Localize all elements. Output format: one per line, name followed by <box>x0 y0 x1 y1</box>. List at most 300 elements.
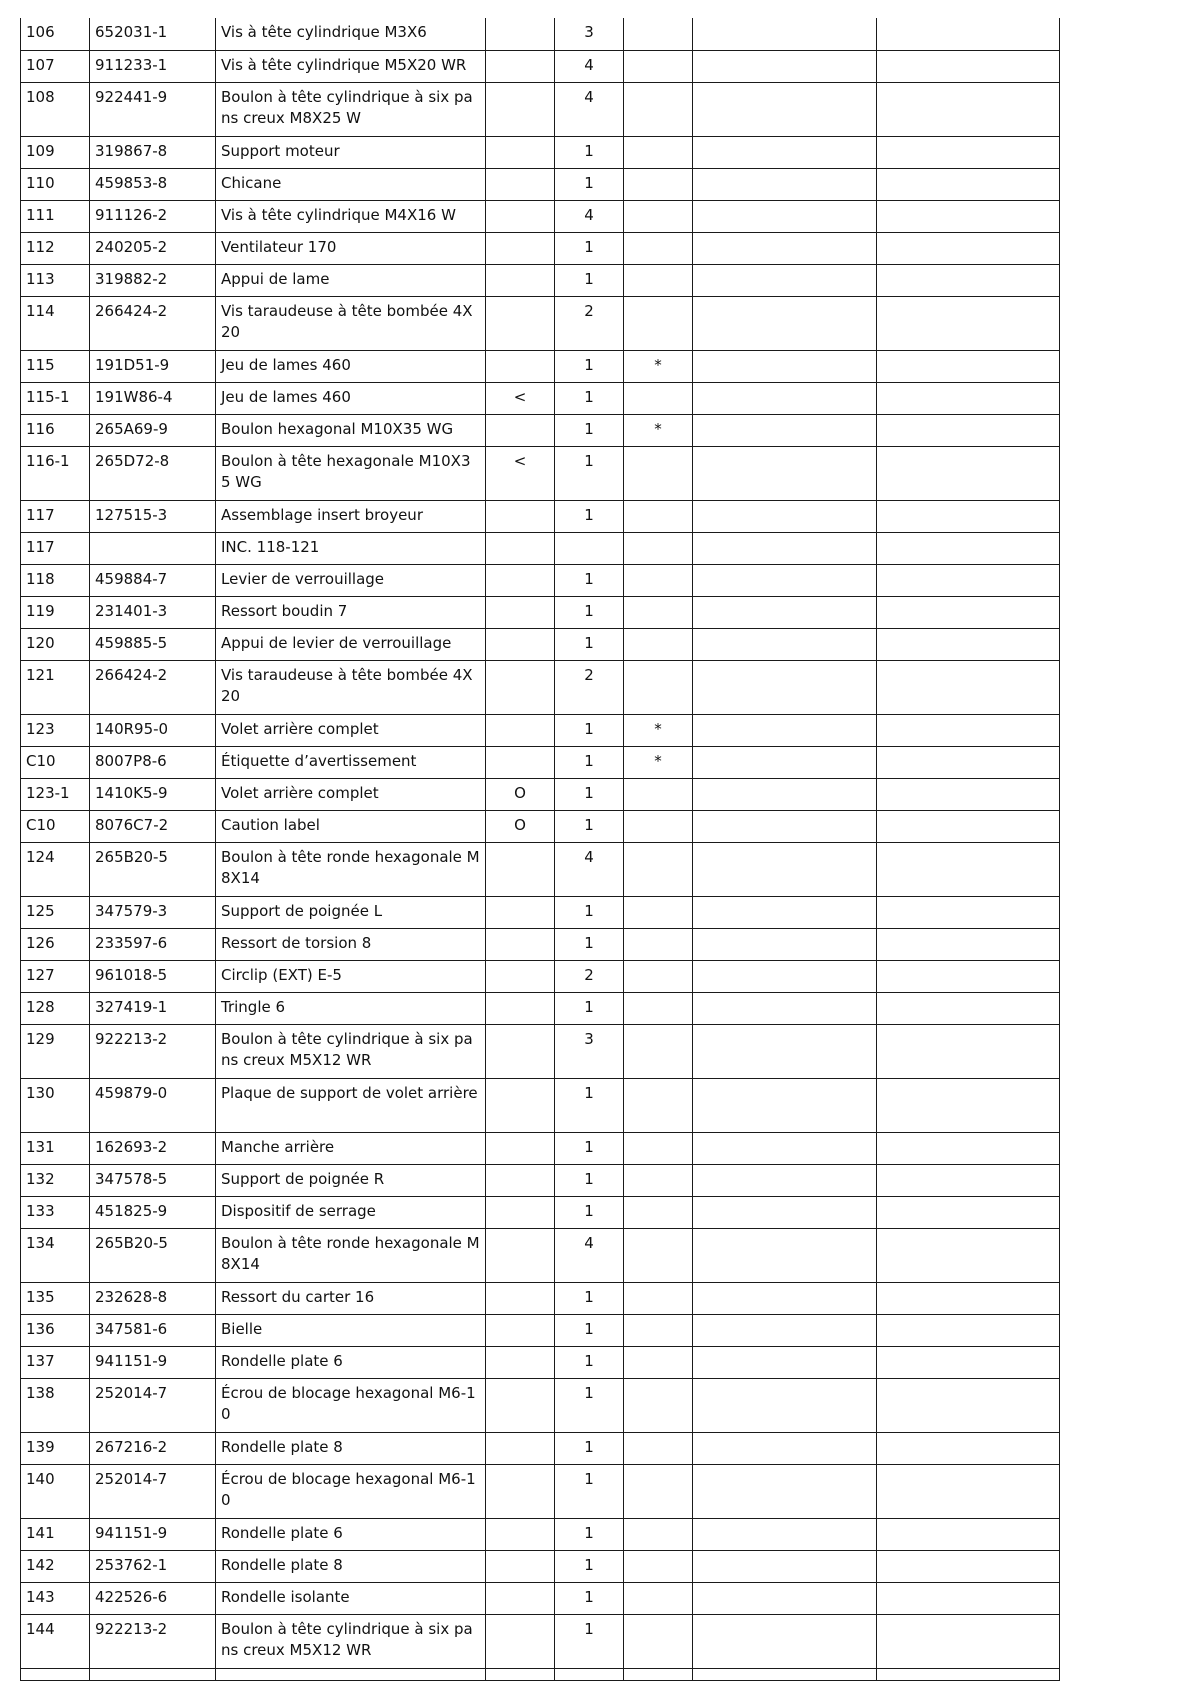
change-mark-cell: < <box>486 382 555 414</box>
table-row <box>21 896 1060 928</box>
item-number-cell: C10 <box>21 746 90 778</box>
quantity-cell: 1 <box>555 1518 624 1550</box>
parts-table <box>20 18 1060 1681</box>
item-number-cell: 136 <box>21 1314 90 1346</box>
table-row <box>21 414 1060 446</box>
change-mark-cell <box>486 264 555 296</box>
change-mark-cell: O <box>486 778 555 810</box>
parts-table-body <box>21 18 1060 1680</box>
description-cell: Boulon à tête ronde hexagonale M8X14 <box>216 842 486 896</box>
note-cell <box>693 1132 877 1164</box>
note-cell <box>693 1282 877 1314</box>
item-number-cell: 123 <box>21 714 90 746</box>
change-mark-cell <box>486 232 555 264</box>
description-cell: Support de poignée L <box>216 896 486 928</box>
quantity-cell: 1 <box>555 992 624 1024</box>
sales-mark-cell <box>624 532 693 564</box>
note-cell <box>693 1518 877 1550</box>
remarks-cell <box>877 82 1060 136</box>
description-cell: Boulon à tête cylindrique à six pans creux M5X12 WR <box>216 1614 486 1668</box>
note-cell <box>693 596 877 628</box>
description-cell: Support de poignée R <box>216 1164 486 1196</box>
sales-mark-cell <box>624 1078 693 1132</box>
part-number-cell: 327419-1 <box>90 992 216 1024</box>
part-number-cell: 922441-9 <box>90 82 216 136</box>
remarks-cell <box>877 1196 1060 1228</box>
item-number-cell: 111 <box>21 200 90 232</box>
table-row <box>21 810 1060 842</box>
remarks-cell <box>877 296 1060 350</box>
remarks-cell <box>877 992 1060 1024</box>
sales-mark-cell <box>624 1582 693 1614</box>
description-cell: Rondelle plate 8 <box>216 1432 486 1464</box>
table-row <box>21 928 1060 960</box>
quantity-cell: 2 <box>555 960 624 992</box>
part-number-cell: 127515-3 <box>90 500 216 532</box>
change-mark-cell <box>486 1228 555 1282</box>
quantity-cell: 1 <box>555 500 624 532</box>
remarks-cell <box>877 564 1060 596</box>
change-mark-cell <box>486 50 555 82</box>
quantity-cell: 1 <box>555 1132 624 1164</box>
remarks-cell <box>877 1614 1060 1668</box>
part-number-cell: 459884-7 <box>90 564 216 596</box>
sales-mark-cell <box>624 564 693 596</box>
item-number-cell: 115-1 <box>21 382 90 414</box>
note-cell <box>693 1164 877 1196</box>
remarks-cell <box>877 136 1060 168</box>
remarks-cell <box>877 532 1060 564</box>
item-number-cell: 134 <box>21 1228 90 1282</box>
table-row <box>21 1078 1060 1132</box>
part-number-cell: 267216-2 <box>90 1432 216 1464</box>
remarks-cell <box>877 960 1060 992</box>
part-number-cell: 911126-2 <box>90 200 216 232</box>
sales-mark-cell <box>624 628 693 660</box>
note-cell <box>693 1378 877 1432</box>
sales-mark-cell <box>624 232 693 264</box>
remarks-cell <box>877 264 1060 296</box>
change-mark-cell <box>486 500 555 532</box>
quantity-cell: 1 <box>555 778 624 810</box>
quantity-cell: 1 <box>555 1464 624 1518</box>
table-row <box>21 564 1060 596</box>
part-number-cell: 231401-3 <box>90 596 216 628</box>
part-number-cell: 266424-2 <box>90 296 216 350</box>
change-mark-cell <box>486 82 555 136</box>
item-number-cell: 129 <box>21 1024 90 1078</box>
quantity-cell: 1 <box>555 1432 624 1464</box>
note-cell <box>693 264 877 296</box>
table-row <box>21 628 1060 660</box>
description-cell: INC. 118-121 <box>216 532 486 564</box>
part-number-cell: 347581-6 <box>90 1314 216 1346</box>
note-cell <box>693 960 877 992</box>
quantity-cell: 1 <box>555 896 624 928</box>
sales-mark-cell <box>624 1228 693 1282</box>
sales-mark-cell <box>624 446 693 500</box>
item-number-cell: 131 <box>21 1132 90 1164</box>
table-row <box>21 168 1060 200</box>
remarks-cell <box>877 896 1060 928</box>
quantity-cell: 1 <box>555 232 624 264</box>
sales-mark-cell <box>624 1464 693 1518</box>
change-mark-cell <box>486 960 555 992</box>
part-number-cell: 652031-1 <box>90 18 216 50</box>
note-cell <box>693 350 877 382</box>
part-number-cell: 162693-2 <box>90 1132 216 1164</box>
part-number-cell: 459879-0 <box>90 1078 216 1132</box>
remarks-cell <box>877 660 1060 714</box>
quantity-cell: 1 <box>555 1164 624 1196</box>
sales-mark-cell <box>624 1378 693 1432</box>
sales-mark-cell <box>624 842 693 896</box>
part-number-cell: 459853-8 <box>90 168 216 200</box>
change-mark-cell <box>486 200 555 232</box>
quantity-cell: 1 <box>555 928 624 960</box>
empty-cell <box>877 1668 1060 1680</box>
item-number-cell: 139 <box>21 1432 90 1464</box>
description-cell: Boulon à tête cylindrique à six pans creux M8X25 W <box>216 82 486 136</box>
change-mark-cell <box>486 628 555 660</box>
part-number-cell: 459885-5 <box>90 628 216 660</box>
quantity-cell: 1 <box>555 264 624 296</box>
table-row <box>21 264 1060 296</box>
item-number-cell: 107 <box>21 50 90 82</box>
remarks-cell <box>877 1314 1060 1346</box>
item-number-cell: 132 <box>21 1164 90 1196</box>
description-cell: Circlip (EXT) E-5 <box>216 960 486 992</box>
note-cell <box>693 168 877 200</box>
description-cell: Tringle 6 <box>216 992 486 1024</box>
change-mark-cell <box>486 1432 555 1464</box>
description-cell: Support moteur <box>216 136 486 168</box>
table-row <box>21 1228 1060 1282</box>
sales-mark-cell <box>624 778 693 810</box>
note-cell <box>693 1432 877 1464</box>
note-cell <box>693 778 877 810</box>
item-number-cell: 141 <box>21 1518 90 1550</box>
sales-mark-cell <box>624 992 693 1024</box>
sales-mark-cell <box>624 264 693 296</box>
change-mark-cell <box>486 1024 555 1078</box>
item-number-cell: 124 <box>21 842 90 896</box>
note-cell <box>693 660 877 714</box>
change-mark-cell <box>486 1314 555 1346</box>
change-mark-cell <box>486 714 555 746</box>
table-row <box>21 532 1060 564</box>
sales-mark-cell <box>624 1196 693 1228</box>
table-row <box>21 1132 1060 1164</box>
table-row <box>21 1550 1060 1582</box>
quantity-cell: 1 <box>555 1282 624 1314</box>
item-number-cell: 130 <box>21 1078 90 1132</box>
description-cell: Chicane <box>216 168 486 200</box>
part-number-cell: 8007P8-6 <box>90 746 216 778</box>
description-cell: Rondelle plate 6 <box>216 1518 486 1550</box>
description-cell: Ressort boudin 7 <box>216 596 486 628</box>
part-number-cell: 265B20-5 <box>90 842 216 896</box>
note-cell <box>693 382 877 414</box>
table-row <box>21 778 1060 810</box>
item-number-cell: 113 <box>21 264 90 296</box>
part-number-cell: 422526-6 <box>90 1582 216 1614</box>
description-cell: Rondelle isolante <box>216 1582 486 1614</box>
remarks-cell <box>877 842 1060 896</box>
description-cell: Appui de lame <box>216 264 486 296</box>
part-number-cell: 233597-6 <box>90 928 216 960</box>
sales-mark-cell <box>624 1346 693 1378</box>
quantity-cell: 1 <box>555 1614 624 1668</box>
sales-mark-cell <box>624 1024 693 1078</box>
item-number-cell: 117 <box>21 532 90 564</box>
description-cell: Vis taraudeuse à tête bombée 4X20 <box>216 660 486 714</box>
empty-cell <box>21 1668 90 1680</box>
part-number-cell: 266424-2 <box>90 660 216 714</box>
description-cell: Vis à tête cylindrique M5X20 WR <box>216 50 486 82</box>
sales-mark-cell <box>624 50 693 82</box>
note-cell <box>693 928 877 960</box>
quantity-cell: 1 <box>555 746 624 778</box>
note-cell <box>693 1464 877 1518</box>
change-mark-cell <box>486 1346 555 1378</box>
quantity-cell: 1 <box>555 446 624 500</box>
description-cell: Volet arrière complet <box>216 778 486 810</box>
item-number-cell: 140 <box>21 1464 90 1518</box>
table-row <box>21 1314 1060 1346</box>
part-number-cell: 265A69-9 <box>90 414 216 446</box>
item-number-cell: 137 <box>21 1346 90 1378</box>
description-cell: Rondelle plate 8 <box>216 1550 486 1582</box>
note-cell <box>693 500 877 532</box>
note-cell <box>693 82 877 136</box>
item-number-cell: 118 <box>21 564 90 596</box>
table-row <box>21 1378 1060 1432</box>
note-cell <box>693 50 877 82</box>
note-cell <box>693 746 877 778</box>
description-cell: Boulon à tête cylindrique à six pans creux M5X12 WR <box>216 1024 486 1078</box>
table-row <box>21 136 1060 168</box>
sales-mark-cell: * <box>624 414 693 446</box>
note-cell <box>693 896 877 928</box>
quantity-cell: 1 <box>555 628 624 660</box>
table-row <box>21 714 1060 746</box>
part-number-cell: 941151-9 <box>90 1346 216 1378</box>
sales-mark-cell: * <box>624 350 693 382</box>
remarks-cell <box>877 1132 1060 1164</box>
remarks-cell <box>877 232 1060 264</box>
description-cell: Ressort du carter 16 <box>216 1282 486 1314</box>
remarks-cell <box>877 18 1060 50</box>
sales-mark-cell <box>624 296 693 350</box>
sales-mark-cell <box>624 1164 693 1196</box>
sales-mark-cell <box>624 1614 693 1668</box>
quantity-cell: 4 <box>555 82 624 136</box>
sales-mark-cell <box>624 18 693 50</box>
table-row <box>21 660 1060 714</box>
quantity-cell: 4 <box>555 1228 624 1282</box>
note-cell <box>693 992 877 1024</box>
change-mark-cell <box>486 928 555 960</box>
table-row <box>21 50 1060 82</box>
sales-mark-cell <box>624 500 693 532</box>
remarks-cell <box>877 382 1060 414</box>
remarks-cell <box>877 746 1060 778</box>
sales-mark-cell: * <box>624 714 693 746</box>
quantity-cell: 1 <box>555 350 624 382</box>
item-number-cell: 123-1 <box>21 778 90 810</box>
remarks-cell <box>877 1550 1060 1582</box>
change-mark-cell <box>486 1582 555 1614</box>
change-mark-cell <box>486 18 555 50</box>
remarks-cell <box>877 1024 1060 1078</box>
remarks-cell <box>877 500 1060 532</box>
sales-mark-cell <box>624 1518 693 1550</box>
change-mark-cell <box>486 1464 555 1518</box>
sales-mark-cell <box>624 1282 693 1314</box>
part-number-cell: 451825-9 <box>90 1196 216 1228</box>
change-mark-cell: O <box>486 810 555 842</box>
remarks-cell <box>877 168 1060 200</box>
note-cell <box>693 842 877 896</box>
quantity-cell: 1 <box>555 596 624 628</box>
part-number-cell: 911233-1 <box>90 50 216 82</box>
item-number-cell: 127 <box>21 960 90 992</box>
table-row <box>21 1346 1060 1378</box>
note-cell <box>693 810 877 842</box>
part-number-cell: 232628-8 <box>90 1282 216 1314</box>
quantity-cell: 1 <box>555 1196 624 1228</box>
note-cell <box>693 232 877 264</box>
empty-cell <box>693 1668 877 1680</box>
item-number-cell: 121 <box>21 660 90 714</box>
table-row <box>21 596 1060 628</box>
description-cell: Ventilateur 170 <box>216 232 486 264</box>
table-row <box>21 1518 1060 1550</box>
item-number-cell: 143 <box>21 1582 90 1614</box>
remarks-cell <box>877 810 1060 842</box>
description-cell: Bielle <box>216 1314 486 1346</box>
quantity-cell: 3 <box>555 1024 624 1078</box>
part-number-cell: 319882-2 <box>90 264 216 296</box>
change-mark-cell <box>486 350 555 382</box>
note-cell <box>693 1228 877 1282</box>
item-number-cell: 119 <box>21 596 90 628</box>
change-mark-cell <box>486 1196 555 1228</box>
change-mark-cell <box>486 1164 555 1196</box>
quantity-cell: 1 <box>555 382 624 414</box>
quantity-cell: 1 <box>555 1346 624 1378</box>
quantity-cell: 1 <box>555 1314 624 1346</box>
sales-mark-cell <box>624 960 693 992</box>
remarks-cell <box>877 928 1060 960</box>
part-number-cell: 347578-5 <box>90 1164 216 1196</box>
description-cell: Vis à tête cylindrique M3X6 <box>216 18 486 50</box>
item-number-cell: 112 <box>21 232 90 264</box>
change-mark-cell <box>486 1550 555 1582</box>
description-cell: Plaque de support de volet arrière <box>216 1078 486 1132</box>
remarks-cell <box>877 778 1060 810</box>
sales-mark-cell <box>624 596 693 628</box>
description-cell: Rondelle plate 6 <box>216 1346 486 1378</box>
description-cell: Jeu de lames 460 <box>216 350 486 382</box>
quantity-cell: 1 <box>555 1550 624 1582</box>
remarks-cell <box>877 200 1060 232</box>
remarks-cell <box>877 1464 1060 1518</box>
item-number-cell: 125 <box>21 896 90 928</box>
sales-mark-cell <box>624 1550 693 1582</box>
parts-list-page <box>20 18 984 1681</box>
change-mark-cell <box>486 596 555 628</box>
sales-mark-cell <box>624 896 693 928</box>
remarks-cell <box>877 1228 1060 1282</box>
note-cell <box>693 1314 877 1346</box>
part-number-cell: 252014-7 <box>90 1464 216 1518</box>
change-mark-cell <box>486 1378 555 1432</box>
table-row <box>21 1196 1060 1228</box>
description-cell: Vis à tête cylindrique M4X16 W <box>216 200 486 232</box>
table-row <box>21 992 1060 1024</box>
description-cell: Écrou de blocage hexagonal M6-10 <box>216 1464 486 1518</box>
change-mark-cell <box>486 1132 555 1164</box>
item-number-cell: 106 <box>21 18 90 50</box>
table-row <box>21 382 1060 414</box>
part-number-cell: 265D72-8 <box>90 446 216 500</box>
note-cell <box>693 1346 877 1378</box>
part-number-cell: 252014-7 <box>90 1378 216 1432</box>
part-number-cell: 961018-5 <box>90 960 216 992</box>
item-number-cell: 116-1 <box>21 446 90 500</box>
part-number-cell <box>90 532 216 564</box>
remarks-cell <box>877 446 1060 500</box>
change-mark-cell: < <box>486 446 555 500</box>
table-row <box>21 446 1060 500</box>
change-mark-cell <box>486 532 555 564</box>
description-cell: Boulon à tête hexagonale M10X35 WG <box>216 446 486 500</box>
description-cell: Vis taraudeuse à tête bombée 4X20 <box>216 296 486 350</box>
description-cell: Volet arrière complet <box>216 714 486 746</box>
note-cell <box>693 1582 877 1614</box>
part-number-cell: 253762-1 <box>90 1550 216 1582</box>
sales-mark-cell: * <box>624 746 693 778</box>
note-cell <box>693 296 877 350</box>
part-number-cell: 8076C7-2 <box>90 810 216 842</box>
remarks-cell <box>877 1582 1060 1614</box>
part-number-cell: 347579-3 <box>90 896 216 928</box>
sales-mark-cell <box>624 1314 693 1346</box>
remarks-cell <box>877 1518 1060 1550</box>
change-mark-cell <box>486 1078 555 1132</box>
change-mark-cell <box>486 414 555 446</box>
part-number-cell: 922213-2 <box>90 1614 216 1668</box>
item-number-cell: C10 <box>21 810 90 842</box>
table-row <box>21 200 1060 232</box>
change-mark-cell <box>486 1282 555 1314</box>
description-cell: Étiquette d’avertissement <box>216 746 486 778</box>
table-row <box>21 232 1060 264</box>
item-number-cell: 116 <box>21 414 90 446</box>
note-cell <box>693 1078 877 1132</box>
empty-cell <box>555 1668 624 1680</box>
change-mark-cell <box>486 896 555 928</box>
quantity-cell: 1 <box>555 810 624 842</box>
description-cell: Appui de levier de verrouillage <box>216 628 486 660</box>
change-mark-cell <box>486 992 555 1024</box>
item-number-cell: 114 <box>21 296 90 350</box>
item-number-cell: 115 <box>21 350 90 382</box>
remarks-cell <box>877 50 1060 82</box>
description-cell: Jeu de lames 460 <box>216 382 486 414</box>
